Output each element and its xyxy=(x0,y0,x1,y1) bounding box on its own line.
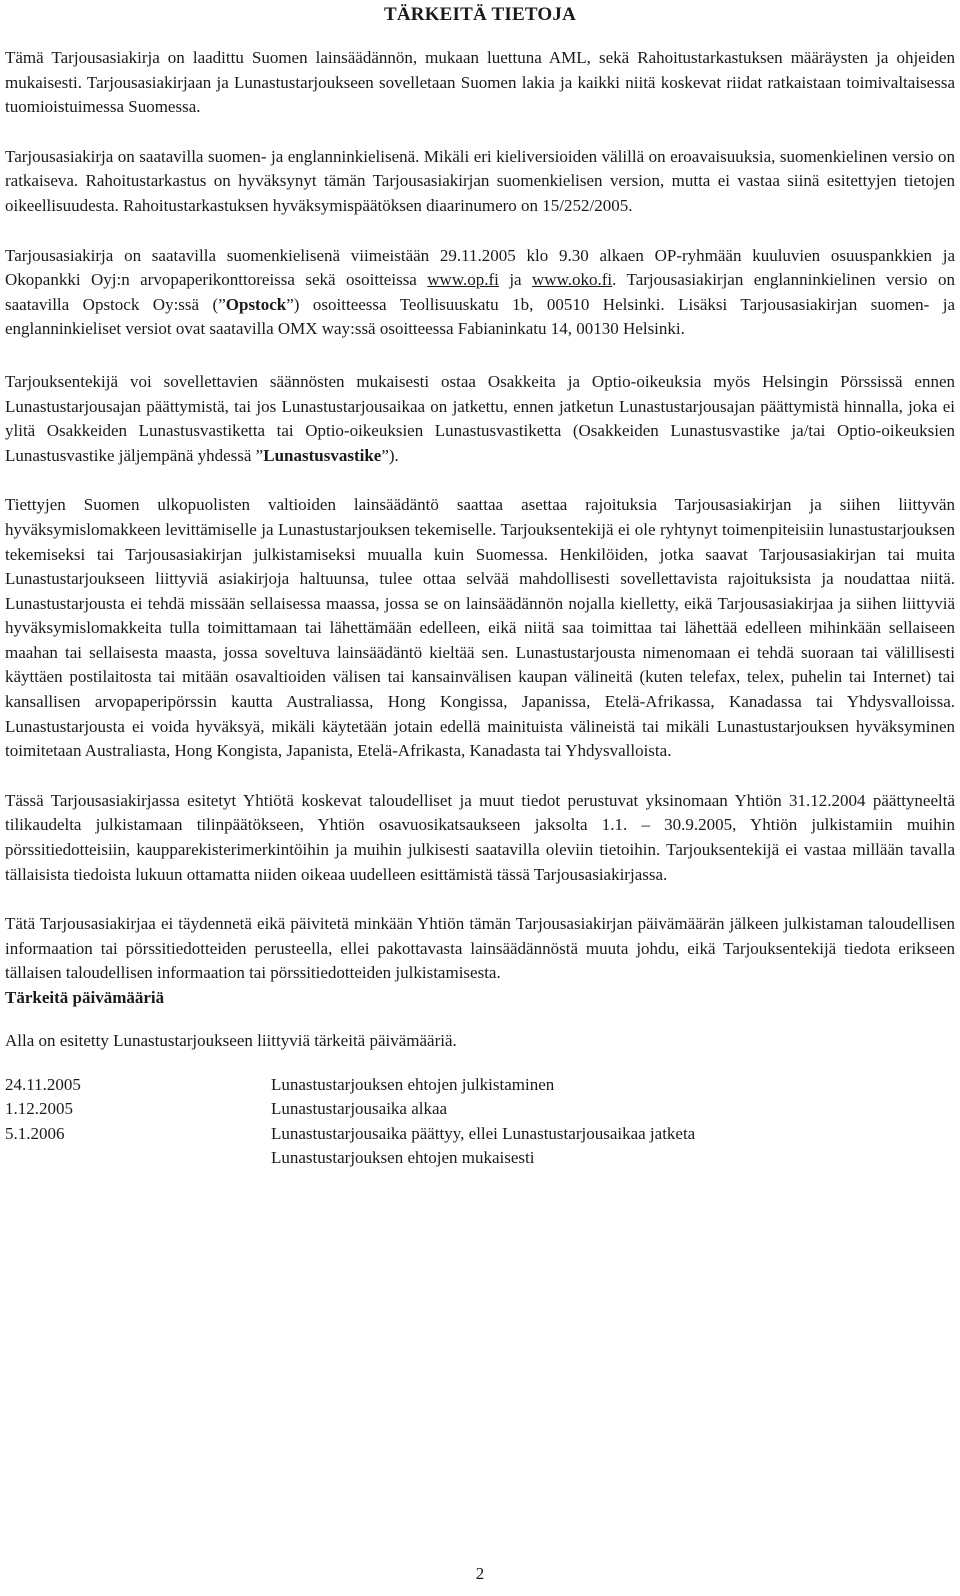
page-title: TÄRKEITÄ TIETOJA xyxy=(383,4,577,25)
date-row xyxy=(5,1146,955,1171)
paragraph-no-updates: Tätä Tarjousasiakirjaa ei täydennetä eikä päivitetä minkään Yhtiön tämän Tarjousasiakirjan päivämäärän jälkeen julkistaman taloudellisen informaation tai pörssitiedotteiden perusteella, ellei pakottavasta lainsäädännöstä muuta johdu, eikä Tarjouksentekijä tiedota erikseen tällaisen taloudellisen informaation tai pörssitiedotteiden julkistamisesta. xyxy=(5,914,955,983)
dates-list xyxy=(5,1073,955,1171)
date-value: 24.11.2005 xyxy=(5,1074,81,1094)
paragraph-financial-info: Tässä Tarjousasiakirjassa esitetyt Yhtiötä koskevat taloudelliset ja muut tiedot perustuvat yksinomaan Yhtiön 31.12.2004 päättyneeltä tilikaudelta julkistamaan tilinpäätökseen, Yhtiön osavuosikatsaukseen jaksolta 1.1. – 30.9.2005, Yhtiön julkistamiin muihin pörssitiedotteisiin, kaupparekisterimerkintöihin ja muihin julkisesti saatavilla oleviin tietoihin. Tarjouksentekijä ei vastaa millään tavalla tällaisista tiedoista lukuun ottamatta niiden oikeaa uudelleen esittämistä tässä Tarjousasiakirjassa. xyxy=(5,790,955,884)
paragraph-language-versions: Tarjousasiakirja on saatavilla suomen- ja englanninkielisenä. Mikäli eri kieliversioiden välillä on eroavaisuuksia, suomenkielinen versio on ratkaiseva. Rahoitustarkastus on hyväksynyt tämän Tarjousasiakirjan suomenkielisen version, mutta ei vastaa siinä esitettyjen tietojen oikeellisuudesta. Rahoitustarkastuksen hyväksymispäätöksen diaarinumero on 15/252/2005. xyxy=(5,146,955,215)
document-page xyxy=(5,0,955,1171)
page-number: 2 xyxy=(475,1564,485,1583)
dates-intro: Alla on esitetty Lunastustarjoukseen liittyviä tärkeitä päivämääriä. xyxy=(5,1031,457,1050)
availability-text-4: ”) osoitteessa Teollisuuskatu 1b, 00510 Helsinki. Lisäksi Tarjousasiakirjan suomen- ja englanninkieliset versiot ovat saatavilla OMX way:ssä osoitteessa Fabianinkatu 14, 00130 Helsinki. xyxy=(5,294,955,339)
date-value: 1.12.2005 xyxy=(5,1099,73,1119)
date-row xyxy=(5,1073,955,1098)
date-event: Lunastustarjouksen ehtojen mukaisesti xyxy=(271,1148,535,1168)
date-event: Lunastustarjouksen ehtojen julkistaminen xyxy=(271,1074,555,1094)
availability-text-2: ja xyxy=(498,270,533,290)
purchases-text-1: Tarjouksentekijä voi sovellettavien säännösten mukaisesti ostaa Osakkeita ja Optio-oikeuksia myös Helsingin Pörssissä ennen Lunastustarjousajan päättymistä, tai jos Lunastustarjousaikaa on jatkettu, ennen jatketun Lunastustarjousajan päättymistä hinnalla, joka ei ylitä Osakkeiden Lunastusvastiketta tai Optio-oikeuksien Lunastusvastiketta (Osakkeiden Lunastusvastike ja/tai Optio-oikeuksien Lunastusvastike jäljempänä yhdessä ” xyxy=(5,371,955,465)
opstock-term: Opstock xyxy=(225,294,287,314)
availability-text-1: Tarjousasiakirja on saatavilla suomenkielisenä viimeistään 29.11.2005 klo 9.30 alkaen OP-ryhmään kuuluvien osuuspankkien ja Okopankki Oyj:n arvopaperikonttoreissa sekä osoitteissa xyxy=(5,245,955,290)
availability-text-3: . Tarjousasiakirjan englanninkielinen versio on saatavilla Opstock Oy:ssä (” xyxy=(5,270,955,314)
paragraph-availability xyxy=(5,244,955,342)
paragraph-restrictions: Tiettyjen Suomen ulkopuolisten valtioiden lainsäädäntö saattaa asettaa rajoituksia Tarjousasiakirjan ja siihen liittyvän hyväksymislomakkeen levittämiselle ja Lunastustarjouksen tekemiselle. Tarjouksentekijä ei ole ryhtynyt toimenpiteisiin lunastustarjouksen tekemiseksi tai Tarjousasiakirjan julkistamiseksi muualla kuin Suomessa. Henkilöiden, jotka saavat Tarjousasiakirjan tai muita Lunastustarjoukseen liittyviä asiakirjoja haltuunsa, tulee ottaa selvää mahdollisesti sovellettavista rajoituksista ja noudattaa niitä. Lunastustarjousta ei tehdä missään sellaisessa maassa, jossa se on lainsäädännön nojalla kielletty, eikä Tarjousasiakirjaa ja siihen liittyviä hyväksymislomakkeita tulla toimittamaan tai lähettämään edelleen, eikä niitä saa toimittaa tai lähettää edelleen mihinkään sellaiseen maahan tai sellaisesta maasta, jossa soveltuva lainsäädäntö kieltää sen. Lunastustarjousta nimenomaan ei tehdä suoraan tai välillisesti käyttäen postilaitosta tai mitään osavaltioiden välisen tai kansainvälisen kaupan välineitä (kuten telefax, telex, puhelin tai Internet) tai kansallisen arvopaperipörssin kautta Australiassa, Hong Kongissa, Japanissa, Etelä-Afrikassa, Kanadassa tai Yhdysvalloissa. Lunastustarjousta ei voida hyväksyä, mikäli käytetään jotain edellä mainituista välineistä tai mikäli Lunastustarjouksen hyväksyminen toimitetaan Australiasta, Hong Kongista, Japanista, Etelä-Afrikasta, Kanadasta tai Yhdysvalloista. xyxy=(5,495,955,761)
paragraph-legal-basis: Tämä Tarjousasiakirja on laadittu Suomen lainsäädännön, mukaan luettuna AML, sekä Rahoitustarkastuksen määräysten ja ohjeiden mukaisesti. Tarjousasiakirjaan ja Lunastustarjoukseen sovelletaan Suomen lakia ja kaikki niitä koskevat riidat ratkaistaan toimivaltaisessa tuomioistuimessa Suomessa. xyxy=(5,48,955,117)
dates-heading: Tärkeitä päivämääriä xyxy=(5,988,165,1007)
lunastusvastike-term: Lunastusvastike xyxy=(263,445,382,465)
date-row xyxy=(5,1122,955,1147)
date-row xyxy=(5,1097,955,1122)
link-op-fi[interactable]: www.op.fi xyxy=(427,270,499,290)
date-event: Lunastustarjousaika päättyy, ellei Lunastustarjousaikaa jatketa xyxy=(271,1123,696,1143)
date-event: Lunastustarjousaika alkaa xyxy=(271,1099,448,1119)
date-value xyxy=(5,1146,271,1171)
paragraph-purchases xyxy=(5,370,955,468)
link-oko-fi[interactable]: www.oko.fi xyxy=(532,270,613,290)
date-value: 5.1.2006 xyxy=(5,1123,65,1143)
purchases-text-2: ”). xyxy=(381,445,399,465)
